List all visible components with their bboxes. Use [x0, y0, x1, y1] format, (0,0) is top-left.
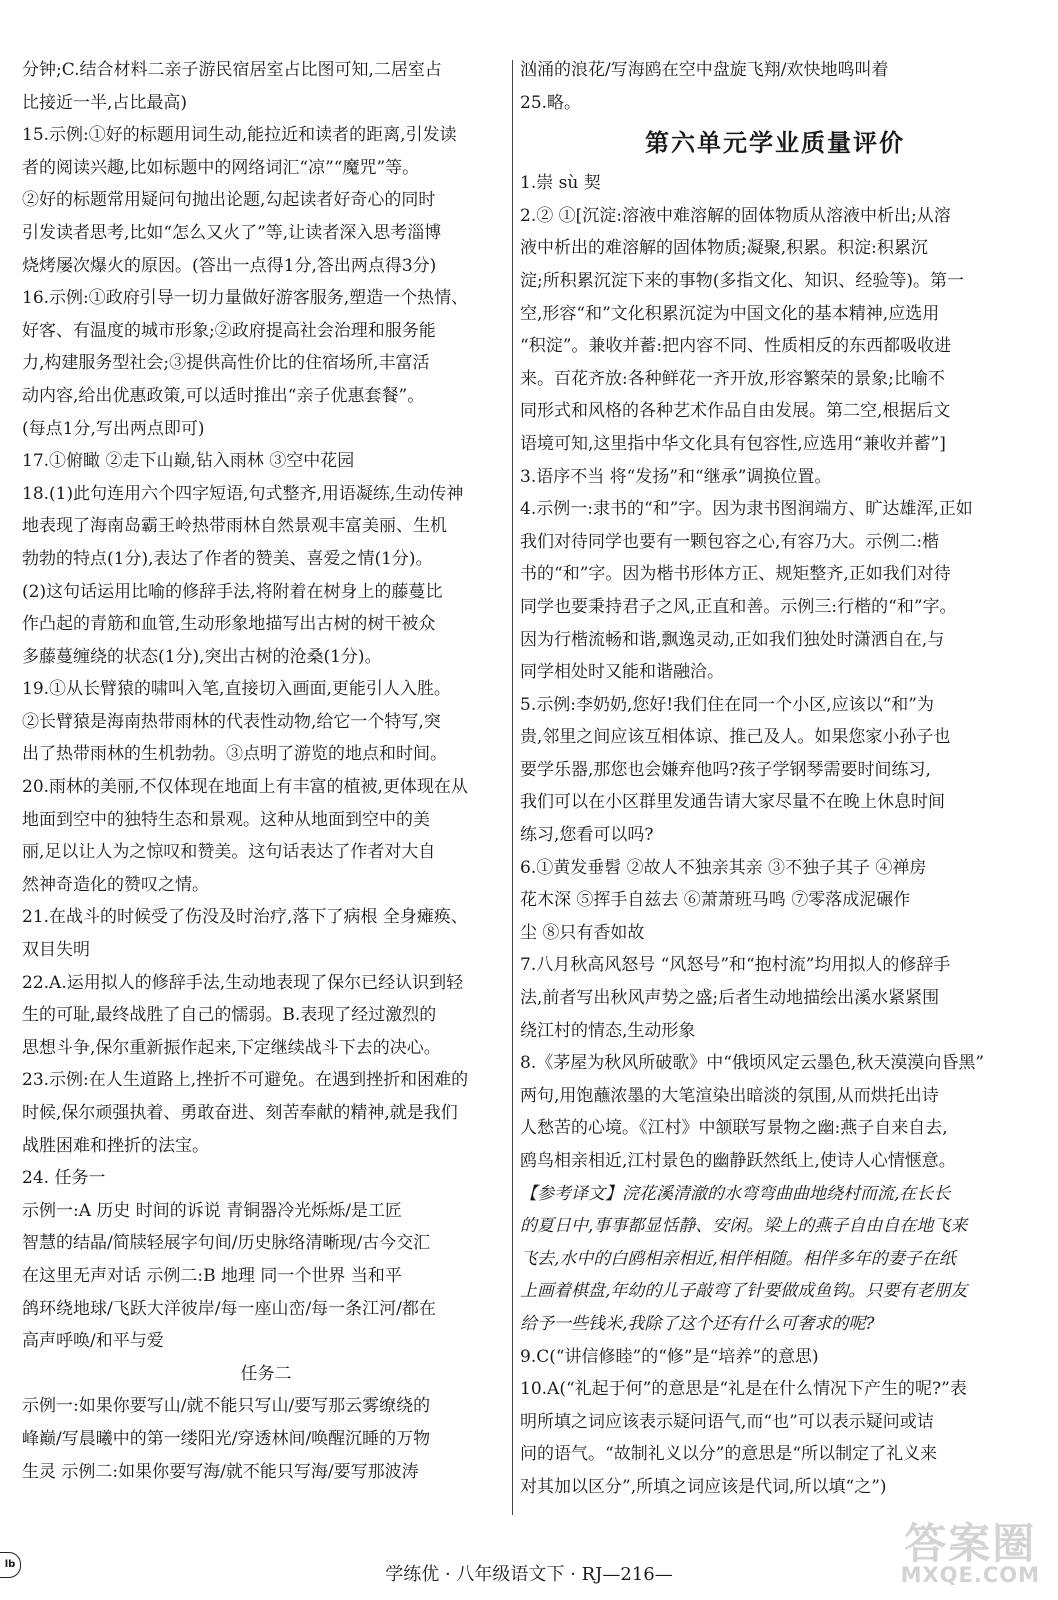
left-text-line: 24. 任务一: [22, 1168, 106, 1189]
left-text-line: 好客、有温度的城市形象;②政府提高社会治理和服务能: [22, 320, 436, 341]
left-text-line: 示例一:如果你要写山/就不能只写山/要写那云雾缭绕的: [22, 1396, 431, 1417]
right-text-line: 5.示例:李奶奶,您好!我们住在同一个小区,应该以“和”为: [520, 694, 934, 715]
right-text-line: 因为行楷流畅和谐,飘逸灵动,正如我们独处时潇洒自在,与: [520, 629, 945, 650]
right-text-line: 问的语气。“故制礼义以分”的意思是“所以制定了礼义来: [520, 1444, 938, 1465]
left-text-line: 比接近一半,占比最高): [22, 92, 188, 113]
right-text-line: 法,前者写出秋风声势之盛;后者生动地描绘出溪水紧紧围: [520, 988, 940, 1009]
right-text-line: 来。百花齐放:各种鲜花一齐开放,形容繁荣的景象;比喻不: [520, 368, 945, 389]
right-text-line: 同形式和风格的各种艺术作品自由发展。第二空,根据后文: [520, 401, 951, 422]
left-text-line: 19.①从长臂猿的啸叫入笔,直接切入画面,更能引人入胜。: [22, 679, 451, 700]
right-text-line: “积淀”。兼收并蓄:把内容不同、性质相反的东西都吸收进: [520, 336, 952, 357]
right-text-line: 人愁苦的心境。《江村》中颔联写景物之幽:燕子自来自去,: [520, 1118, 948, 1139]
right-column: [520, 54, 1030, 1504]
left-text-line: 分钟;C.结合材料二亲子游民宿居室占比图可知,二居室占: [22, 60, 442, 80]
right-text-line: 3.语序不当 将“发扬”和“继承”调换位置。: [520, 466, 832, 487]
left-text-line: 任务二: [240, 1363, 292, 1384]
right-text-line: 我们对待同学也要有一颗包容之心,有容乃大。示例二:楷: [520, 531, 940, 552]
left-text-line: (2)这句话运用比喻的修辞手法,将附着在树身上的藤蔓比: [22, 581, 443, 602]
left-text-line: (每点1分,写出两点即可): [22, 418, 205, 439]
right-text-line: 上画着棋盘,年幼的儿子敲弯了针要做成鱼钩。只要有老朋友: [520, 1281, 968, 1302]
right-text-line: 对其加以区分”,所填之词应该是代词,所以填“之”): [520, 1476, 887, 1497]
column-divider: [512, 60, 513, 1515]
left-text-line: 16.示例:①政府引导一切力量做好游客服务,塑造一个热情、: [22, 288, 469, 309]
right-text-line: 给予一些钱米,我除了这个还有什么可奢求的呢?: [520, 1313, 875, 1334]
left-text-line: 20.雨林的美丽,不仅体现在地面上有丰富的植被,更体现在从: [22, 777, 468, 798]
page-badge: lb: [0, 1552, 21, 1578]
right-text-line: 6.①黄发垂髫 ②故人不独亲其亲 ③不独子其子 ④禅房: [520, 857, 927, 878]
right-text-line: 两句,用饱蘸浓墨的大笔渲染出暗淡的氛围,从而烘托出诗: [520, 1085, 939, 1106]
left-text-line: 21.在战斗的时候受了伤没及时治疗,落下了病根 全身瘫痪、: [22, 907, 468, 928]
left-text-line: 力,构建服务型社会;③提供高性价比的住宿场所,丰富活: [22, 353, 430, 374]
right-text-line: 汹涌的浪花/写海鸥在空中盘旋飞翔/欢快地鸣叫着: [520, 60, 889, 80]
right-text-line: 贵,邻里之间应该互相体谅、推己及人。如果您家小孙子也: [520, 727, 951, 748]
right-text-line: 花木深 ⑤挥手自兹去 ⑥萧萧班马鸣 ⑦零落成泥碾作: [520, 890, 911, 911]
right-text-line: 练习,您看可以吗?: [520, 825, 654, 846]
section-title: 第六单元学业质量评价: [645, 129, 905, 158]
left-text-line: 动内容,给出优惠政策,可以适时推出“亲子优惠套餐”。: [22, 385, 425, 406]
left-text-line: 15.示例:①好的标题用词生动,能拉近和读者的距离,引发读: [22, 125, 457, 146]
left-text-line: 出了热带雨林的生机勃勃。③点明了游览的地点和时间。: [22, 744, 447, 765]
right-text-line: 尘 ⑧只有香如故: [520, 922, 645, 943]
right-text-line: 1.崇 sù 契: [520, 173, 601, 194]
left-text-line: 23.示例:在人生道路上,挫折不可避免。在遇到挫折和困难的: [22, 1070, 469, 1091]
left-text-line: 然神奇造化的赞叹之情。: [22, 874, 209, 895]
left-text-line: 烧烤屡次爆火的原因。(答出一点得1分,答出两点得3分): [22, 255, 437, 276]
left-text-line: ②好的标题常用疑问句抛出论题,勾起读者好奇心的同时: [22, 190, 436, 211]
left-text-line: 时候,保尔顽强执着、勇敢奋进、刻苦奉献的精神,就是我们: [22, 1103, 458, 1123]
left-text-line: 丽,足以让人为之惊叹和赞美。这句话表达了作者对大自: [22, 842, 436, 863]
left-text-line: 者的阅读兴趣,比如标题中的网络词汇“凉”“魔咒”等。: [22, 157, 420, 178]
right-text-line: 4.示例一:隶书的“和”字。因为隶书图润端方、旷达雄浑,正如: [520, 499, 973, 520]
right-text-line: 语境可知,这里指中华文化具有包容性,应选用“兼收并蓄”]: [520, 433, 946, 454]
left-text-line: 引发读者思考,比如“怎么又火了”等,让读者深入思考淄博: [22, 222, 442, 243]
right-text-line: 2.② ①[沉淀:溶液中难溶解的固体物质从溶液中析出;从溶: [520, 205, 951, 226]
right-text-line: 同学相处时又能和谐融洽。: [520, 662, 724, 683]
watermark-logo: [900, 1519, 1040, 1587]
left-text-line: 多藤蔓缠绕的状态(1分),突出古树的沧桑(1分)。: [22, 646, 382, 667]
left-text-line: 双目失明: [22, 940, 90, 961]
right-text-line: 淀;所积累沉淀下来的事物(多指文化、知识、经验等)。第一: [520, 270, 964, 291]
right-text-line: 我们可以在小区群里发通告请大家尽量不在晚上休息时间: [520, 792, 945, 813]
right-text-line: 25.略。: [520, 92, 582, 113]
left-text-line: 作凸起的青筋和血管,生动形象地描写出古树的树干被众: [22, 614, 436, 635]
left-column: [22, 54, 510, 1488]
left-text-line: 勃勃的特点(1分),表达了作者的赞美、喜爱之情(1分)。: [22, 548, 433, 569]
left-text-line: 生的可耻,最终战胜了自己的懦弱。B.表现了经过激烈的: [22, 1005, 437, 1026]
left-text-line: 示例一:A 历史 时间的诉说 青铜器冷光烁烁/是工匠: [22, 1200, 402, 1221]
right-text-line: 【参考译文】浣花溪清澈的水弯弯曲曲地绕村而流,在长长: [520, 1183, 951, 1204]
right-text-line: 10.A(“礼起于何”的意思是“礼是在什么情况下产生的呢?”表: [520, 1379, 967, 1400]
right-text-line: 绕江村的情态,生动形象: [520, 1020, 696, 1041]
right-text-line: 空,形容“和”文化积累沉淀为中国文化的基本精神,应选用: [520, 303, 940, 324]
left-text-line: 生灵 示例二:如果你要写海/就不能只写海/要写那波涛: [22, 1461, 419, 1482]
right-text-line: 要学乐器,那您也会嫌弃他吗?孩子学钢琴需要时间练习,: [520, 759, 931, 780]
left-text-line: 18.(1)此句连用六个四字短语,句式整齐,用语凝练,生动传神: [22, 483, 464, 504]
right-text-line: 7.八月秋高风怒号 “风怒号”和“抱村流”均用拟人的修辞手: [520, 955, 951, 976]
page-footer: 学练优 · 八年级语文下 · RJ—216—: [385, 1564, 673, 1585]
left-text-line: 地面到空中的独特生态和景观。这种从地面到空中的美: [22, 809, 430, 830]
left-text-line: 地表现了海南岛霸王岭热带雨林自然景观丰富美丽、生机: [22, 516, 447, 537]
left-text-line: ②长臂猿是海南热带雨林的代表性动物,给它一个特写,突: [22, 711, 441, 732]
watermark-url: MXQE.COM: [900, 1563, 1040, 1587]
right-text-line: 液中析出的难溶解的固体物质;凝聚,积累。积淀:积累沉: [520, 238, 928, 259]
left-text-line: 智慧的结晶/简牍轻展字句间/历史脉络清晰现/古今交汇: [22, 1233, 431, 1254]
right-text-line: 明所填之词应该表示疑问语气,而“也”可以表示疑问或诘: [520, 1411, 934, 1432]
left-text-line: 思想斗争,保尔重新振作起来,下定继续战斗下去的决心。: [22, 1037, 441, 1058]
left-text-line: 17.①俯瞰 ②走下山巅,钻入雨林 ③空中花园: [22, 451, 355, 472]
right-text-line: 8.《茅屋为秋风所破歌》中“俄顷风定云墨色,秋天漠漠向昏黑”: [520, 1053, 985, 1074]
watermark-text: 答案圈: [904, 1519, 1037, 1568]
left-text-line: 在这里无声对话 示例二:B 地理 同一个世界 当和平: [22, 1265, 402, 1286]
right-text-line: 飞去,水中的白鸥相亲相近,相伴相随。相伴多年的妻子在纸: [520, 1248, 956, 1269]
left-text-line: 高声呼唤/和平与爱: [22, 1331, 164, 1352]
left-text-line: 峰巅/写晨曦中的第一缕阳光/穿透林间/唤醒沉睡的万物: [22, 1428, 431, 1449]
right-text-line: 9.C(“讲信修睦”的“修”是“培养”的意思): [520, 1346, 819, 1367]
right-text-line: 书的“和”字。因为楷书形体方正、规矩整齐,正如我们对待: [520, 564, 951, 585]
right-text-line: 鸥鸟相亲相近,江村景色的幽静跃然纸上,使诗人心情惬意。: [520, 1151, 956, 1171]
right-text-line: 的夏日中,事事都显恬静、安闲。梁上的燕子自由自在地飞来: [520, 1216, 968, 1237]
left-text-line: 22.A.运用拟人的修辞手法,生动地表现了保尔已经认识到轻: [22, 972, 464, 993]
right-text-line: 同学也要秉持君子之风,正直和善。示例三:行楷的“和”字。: [520, 596, 957, 617]
left-text-line: 鸽环绕地球/飞跃大洋彼岸/每一座山峦/每一条江河/都在: [22, 1298, 436, 1319]
left-text-line: 战胜困难和挫折的法宝。: [22, 1135, 209, 1156]
